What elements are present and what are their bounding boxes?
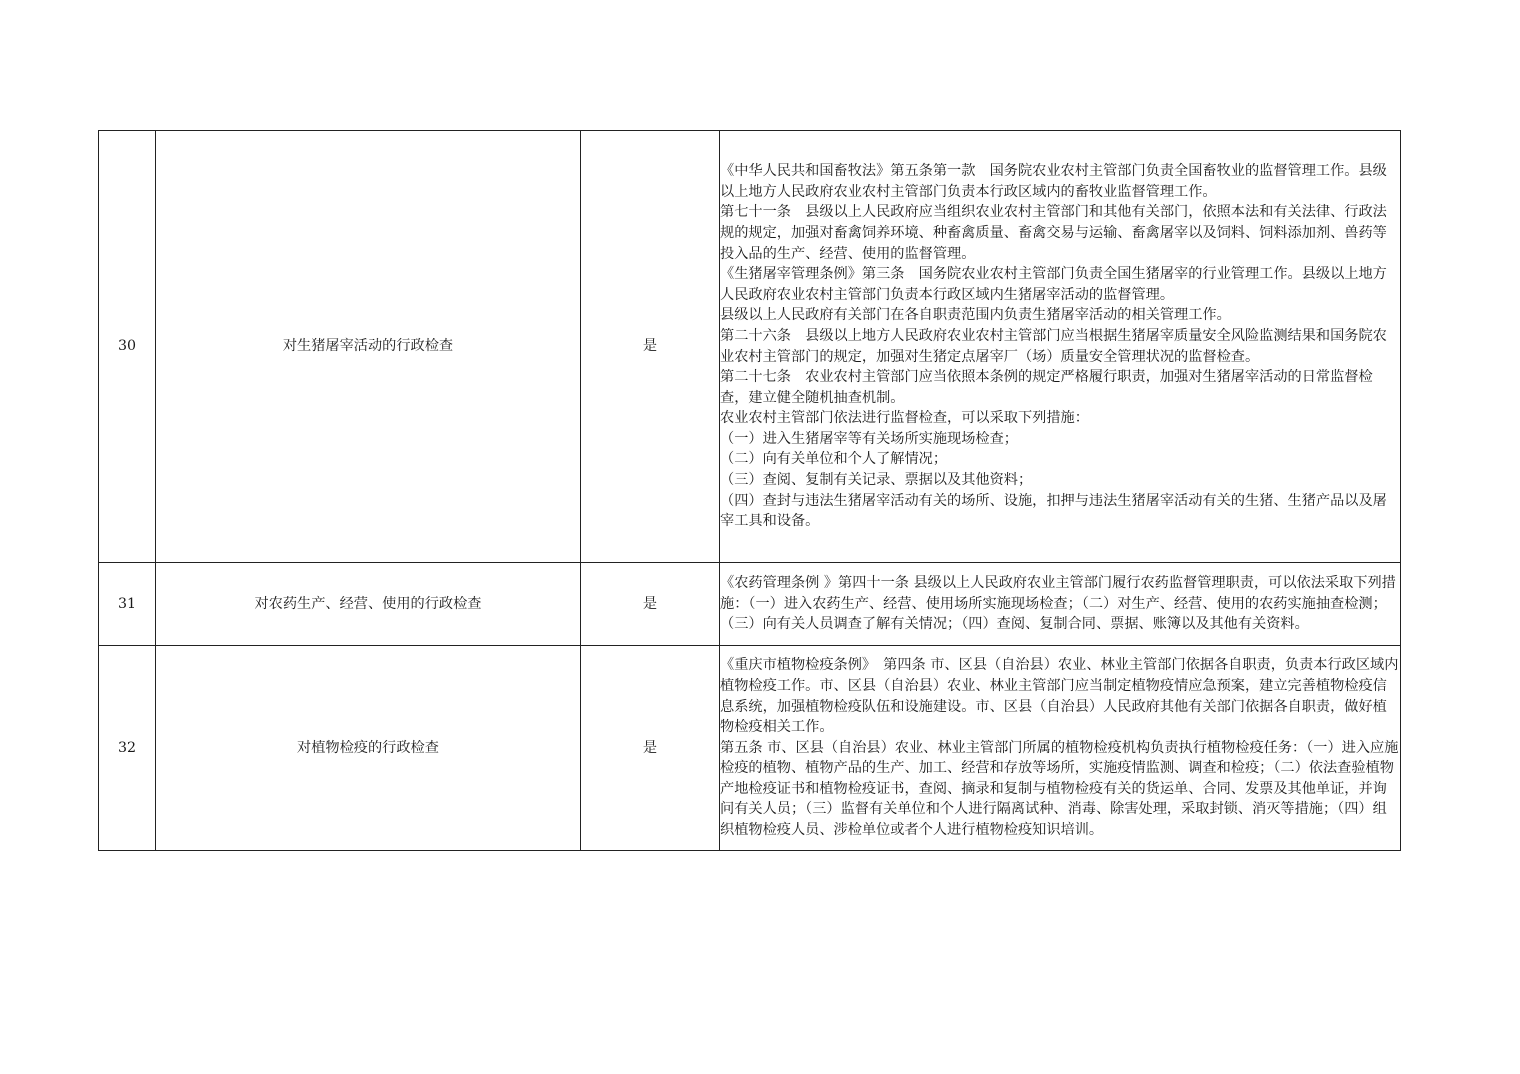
basis-paragraph: 农业农村主管部门依法进行监督检查，可以采取下列措施：: [720, 410, 1089, 427]
applicable-flag: 是: [581, 563, 720, 646]
basis-paragraph: （三）查阅、复制有关记录、票据以及其他资料；: [720, 472, 1033, 489]
basis-paragraph: 《中华人民共和国畜牧法》第五条第一款 国务院农业农村主管部门负责全国畜牧业的监督管理工作。县级以上地方人民政府农业农村主管部门负责本行政区域内的畜牧业监督管理工作。: [720, 163, 1387, 200]
legal-basis: [720, 563, 1401, 646]
inspection-item: 对农药生产、经营、使用的行政检查: [156, 563, 581, 646]
inspection-table: [98, 130, 1401, 851]
table-row: [99, 131, 1401, 563]
basis-paragraph: 第二十七条 农业农村主管部门应当依照本条例的规定严格履行职责，加强对生猪屠宰活动的日常监督检查，建立健全随机抽查机制。: [720, 369, 1373, 406]
row-number: 32: [99, 646, 156, 851]
basis-paragraph: 第五条 市、区县（自治县）农业、林业主管部门所属的植物检疫机构负责执行植物检疫任务：（一）进入应施检疫的植物、植物产品的生产、加工、经营和存放等场所，实施疫情监测、调查和检疫；（二）依法查验植物产地检疫证书和植物检疫证书，查阅、摘录和复制与植物检疫有关的货运单、合同、发票及其他单证，并询问有关人员；（三）监督有关单位和个人进行隔离试种、消毒、除害处理，采取封锁、消灭等措施；（四）组织植物检疫人员、涉检单位或者个人进行植物检疫知识培训。: [720, 739, 1399, 839]
basis-paragraph: （一）进入生猪屠宰等有关场所实施现场检查；: [720, 430, 1018, 447]
basis-paragraph: 《生猪屠宰管理条例》第三条 国务院农业农村主管部门负责全国生猪屠宰的行业管理工作。县级以上地方人民政府农业农村主管部门负责本行政区域内生猪屠宰活动的监督管理。: [720, 266, 1387, 303]
inspection-item: 对植物检疫的行政检查: [156, 646, 581, 851]
legal-basis: [720, 131, 1401, 563]
basis-paragraph: 县级以上人民政府有关部门在各自职责范围内负责生猪屠宰活动的相关管理工作。: [720, 307, 1231, 324]
inspection-item: 对生猪屠宰活动的行政检查: [156, 131, 581, 563]
row-number: 30: [99, 131, 156, 563]
table-row: [99, 563, 1401, 646]
legal-basis: [720, 646, 1401, 851]
applicable-flag: 是: [581, 646, 720, 851]
basis-paragraph: （四）查封与违法生猪屠宰活动有关的场所、设施，扣押与违法生猪屠宰活动有关的生猪、生猪产品以及屠宰工具和设备。: [720, 492, 1387, 530]
basis-paragraph: 第二十六条 县级以上地方人民政府农业农村主管部门应当根据生猪屠宰质量安全风险监测结果和国务院农业农村主管部门的规定，加强对生猪定点屠宰厂（场）质量安全管理状况的监督检查。: [720, 327, 1387, 365]
row-number: 31: [99, 563, 156, 646]
basis-paragraph: 《重庆市植物检疫条例》 第四条 市、区县（自治县）农业、林业主管部门依据各自职责，负责本行政区域内植物检疫工作。市、区县（自治县）农业、林业主管部门应当制定植物疫情应急预案，建立完善植物检疫信息系统，加强植物检疫队伍和设施建设。市、区县（自治县）人民政府其他有关部门依据各自职责，做好植物检疫相关工作。: [720, 657, 1399, 736]
basis-paragraph: 《农药管理条例 》第四十一条 县级以上人民政府农业主管部门履行农药监督管理职责，可以依法采取下列措施：（一）进入农药生产、经营、使用场所实施现场检查；（二）对生产、经营、使用的农药实施抽查检测；（三）向有关人员调查了解有关情况；（四）查阅、复制合同、票据、账簿以及其他有关资料。: [720, 575, 1396, 633]
basis-paragraph: 第七十一条 县级以上人民政府应当组织农业农村主管部门和其他有关部门，依照本法和有关法律、行政法规的规定，加强对畜禽饲养环境、种畜禽质量、畜禽交易与运输、畜禽屠宰以及饲料、饲料添加剂、兽药等投入品的生产、经营、使用的监督管理。: [720, 204, 1387, 262]
basis-paragraph: （二）向有关单位和个人了解情况；: [720, 451, 948, 468]
applicable-flag: 是: [581, 131, 720, 563]
table-row: [99, 646, 1401, 851]
